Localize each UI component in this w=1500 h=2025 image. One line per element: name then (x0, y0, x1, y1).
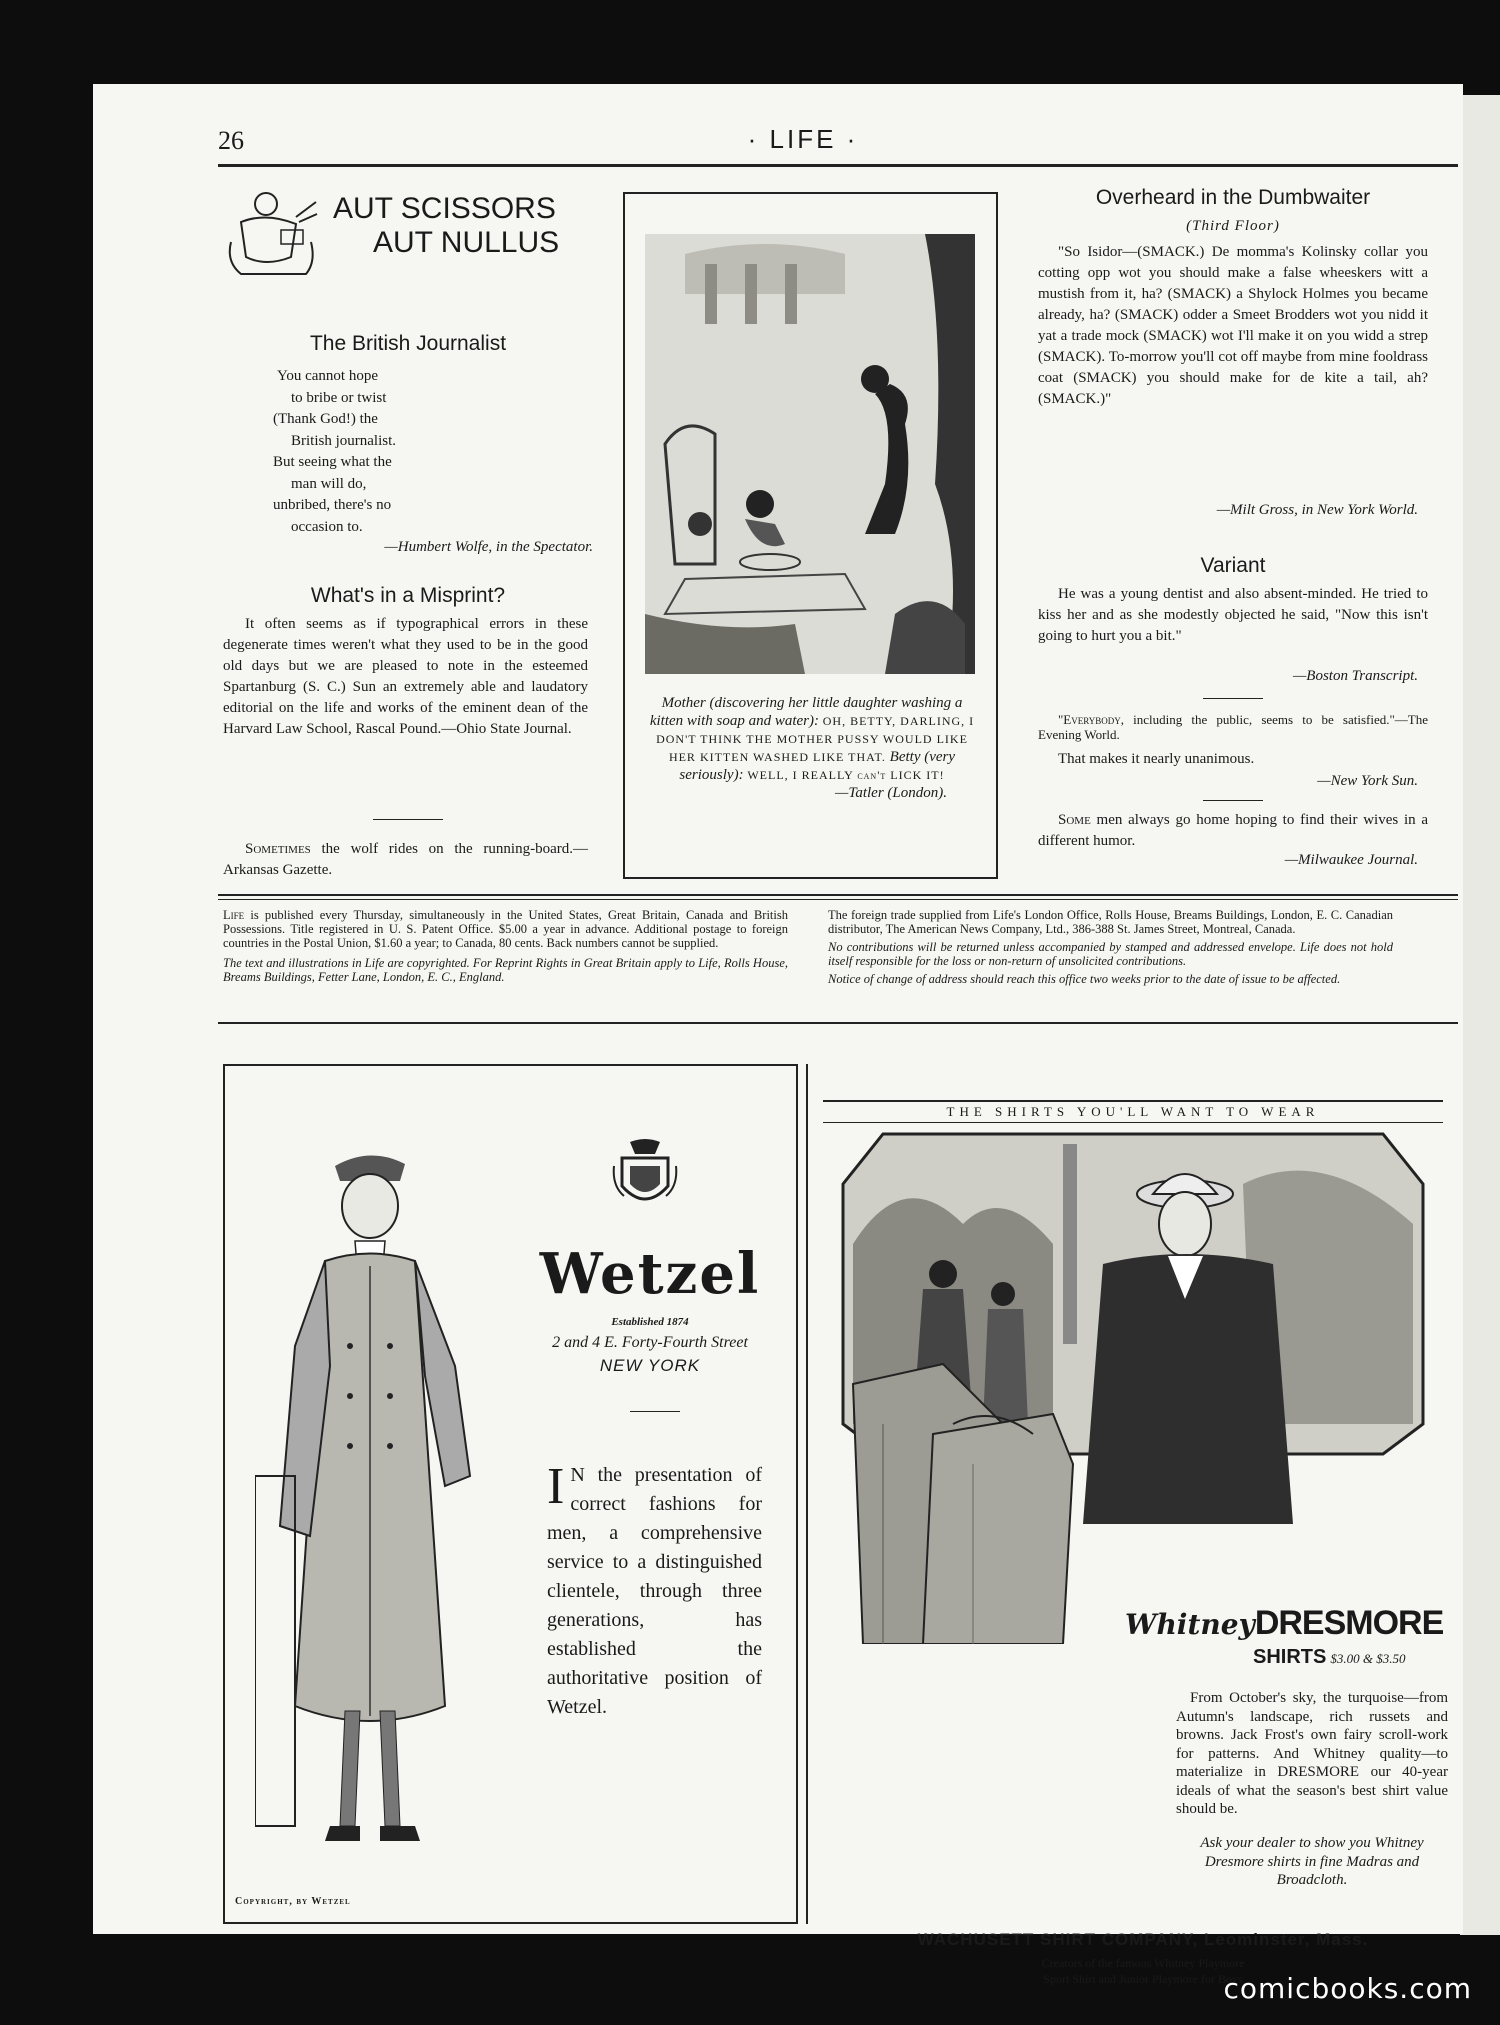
british-journalist-heading: The British Journalist (309, 332, 507, 355)
misprint-body: It often seems as if typographical errors in these degenerate times weren't what they used to be in the good old days but we are pleased to note in the esteemed Spartanburg (S. C.) Sun an extremely able and laudatory editorial on the life and works of the eminent dean of the Harvard Law School, Rascal Pound.—Ohio State Journal. (223, 616, 588, 737)
poem-line: to bribe or twist (291, 389, 387, 406)
wetzel-copyright: Copyright, by Wetzel (235, 1896, 351, 1907)
column-logo-line-1: AUT SCISSORS (333, 192, 556, 225)
whitney-illustration (823, 1124, 1443, 1644)
divider (630, 1411, 680, 1412)
some-men-item (1038, 810, 1428, 852)
ad-separator (806, 1064, 808, 1924)
cartoon-credit: —Tatler (London). (835, 785, 947, 801)
masthead-rule-bottom (218, 1022, 1458, 1024)
whitney-shirts: SHIRTS (1253, 1646, 1327, 1668)
watermark: comicbooks.com (1223, 1972, 1472, 2005)
whitney-footer-2: Sport Shirt and Junior Playmore for Boys (1043, 1972, 1243, 1986)
wetzel-address: 2 and 4 E. Forty-Fourth Street (552, 1334, 748, 1351)
poem-line: (Thank God!) the (273, 411, 378, 427)
wetzel-copy-text: N the presentation of correct fashions for men, a comprehensive service to a distinguished clientele, through three generations, has established the authoritative position of Wetzel. (547, 1464, 762, 1718)
masthead-publication-info (223, 908, 788, 950)
whitney-brand-script: Whitney (1125, 1608, 1255, 1641)
masthead-left (223, 908, 788, 984)
cartoon-caption-intro: Mother (discovering her little daughter washing a kitten with soap and water): (649, 695, 963, 729)
masthead-rule-top (218, 894, 1458, 896)
whitney-copy: From October's sky, the turquoise—from Autumn's landscape, rich russets and browns. Jack Frost's own fairy scroll-work for patterns. And Whitney quality—to materialize in DRESMORE our 40-year ideals of what the season's best shirt value should be. (1176, 1690, 1448, 1817)
some-men-body: men always go home hoping to find their wives in a different humor. (1038, 812, 1428, 849)
divider (373, 819, 443, 820)
everybody-credit: —New York Sun. (1317, 773, 1418, 789)
whitney-logo (1125, 1604, 1445, 1643)
poem-line: But seeing what the (273, 454, 392, 470)
wetzel-city: NEW YORK (599, 1356, 701, 1375)
banner-rule-top (823, 1100, 1443, 1102)
cartoon-illustration (645, 234, 975, 674)
masthead-copyright-info: The text and illustrations in Life are copyrighted. For Reprint Rights in Great Britain apply to Life, Rolls House, Breams Buildings, Fetter Lane, London, E. C., England. (223, 956, 788, 984)
banner-rule-bottom (823, 1122, 1443, 1123)
wolf-lead: Sometimes (245, 841, 311, 857)
poem-line: British journalist. (291, 432, 396, 449)
whitney-ad (813, 1064, 1453, 1986)
variant-heading: Variant (1200, 554, 1266, 577)
poem-line: occasion to. (291, 518, 363, 535)
cartoon-caption (647, 694, 977, 802)
variant-body: He was a young dentist and also absent-minded. He tried to kiss her and as she modestly objected he said, "Now this isn't going to hurt you a bit." (1038, 586, 1428, 644)
whitney-price: $3.00 & $3.50 (1330, 1651, 1406, 1666)
facing-page-edge (1460, 95, 1500, 1935)
british-journalist-poem (273, 366, 573, 538)
column-logo-line-2: AUT NULLUS (373, 226, 560, 259)
column-logo-title (333, 192, 559, 260)
cartoon-caption-betty-reply: WELL, I REALLY can't LICK IT! (747, 768, 945, 782)
masthead-address-info: Notice of change of address should reach this office two weeks prior to the date of issue to be affected. (828, 972, 1341, 986)
wetzel-crest-icon (610, 1136, 680, 1216)
wetzel-copy (547, 1458, 762, 1722)
some-men-credit: —Milwaukee Journal. (1284, 852, 1418, 868)
masthead-trade-info: The foreign trade supplied from Life's London Office, Rolls House, Breams Buildings, London, E. C. Canadian distributor, The American News Company, Ltd., 386-388 St. James Street, Montreal, Canada. (828, 908, 1393, 936)
misprint-heading: What's in a Misprint? (310, 584, 506, 607)
everybody-body: including the public, seems to be satisfied."—The Evening World. (1038, 712, 1428, 742)
wetzel-established: Established 1874 (611, 1316, 689, 1328)
cartoon-caption-mother: OH, BETTY, DARLING, I DON'T THINK THE MOTHER PUSSY WOULD LIKE HER KITTEN WASHED LIKE THAT. (656, 714, 975, 764)
dumbwaiter-heading: Overheard in the Dumbwaiter (1095, 186, 1371, 209)
whitney-footer-1: Creators of the famous Whitney Playmore (1041, 1956, 1245, 1970)
masthead-contributions-info: No contributions will be returned unless accompanied by stamped and addressed envelope. Life does not hold itself responsible for the loss or non-return of unsolicited contributions. (828, 940, 1393, 968)
magazine-page (93, 84, 1463, 1986)
column-logo-illustration (221, 182, 321, 282)
cartoon-caption-betty: Betty (very seriously): (679, 749, 956, 783)
poem-line: unbribed, there's no (273, 497, 392, 513)
everybody-lead: "Everybody, (1058, 712, 1125, 727)
whitney-shirts-line (1253, 1646, 1453, 1669)
divider (1203, 800, 1263, 801)
poem-line: You cannot hope (277, 368, 378, 384)
page-number: 26 (218, 126, 244, 155)
whitney-company: WACHUSETT SHIRT COMPANY, Leominster, Mass. (917, 1930, 1369, 1949)
wolf-item (223, 839, 588, 881)
cartoon-frame (623, 192, 998, 879)
dumbwaiter-body: "So Isidor—(SMACK.) De momma's Kolinsky collar you cotting opp wot you should make a false wheeskers witt a mustish from it, ha? (SMACK) a Shylock Holmes you became already, ha? (SMACK) odder a Smeet Brodders wot you nidd it yat a trade mock (SMACK) wot I'll make it on you widd a strep (SMACK). To-morrow you'll cot off maybe from mine fooldrass coat (SMACK) you should make for de kite a tail, ah? (SMACK.)" (1038, 244, 1428, 407)
page-title: · LIFE · (747, 124, 859, 154)
header-rule (218, 164, 1458, 167)
masthead-rule-top-thin (218, 899, 1458, 900)
dumbwaiter-credit: —Milt Gross, in New York World. (1216, 502, 1418, 518)
whitney-brand: DRESMORE (1254, 1604, 1444, 1642)
masthead-publication-text: is published every Thursday, simultaneously in the United States, Great Britain, Canada and British Possessions. Title registered in U. S. Patent Office. $5.00 a year in advance. Additional postage to foreign countries in the Postal Union, $1.60 a year; to Canada, 80 cents. Back numbers cannot be supplied. (223, 908, 788, 950)
wolf-body: the wolf rides on the running-board.—Arkansas Gazette. (223, 841, 588, 878)
variant-credit: —Boston Transcript. (1292, 668, 1418, 684)
everybody-response: That makes it nearly unanimous. (1058, 751, 1255, 767)
british-journalist-credit: —Humbert Wolfe, in the Spectator. (384, 539, 593, 555)
wetzel-dropcap: I (547, 1458, 565, 1515)
dumbwaiter-subheading: (Third Floor) (1186, 218, 1280, 234)
whitney-ask: Ask your dealer to show you Whitney Dresmore shirts in fine Madras and Broadcloth. (1200, 1835, 1424, 1888)
divider (1203, 698, 1263, 699)
poem-line: man will do, (291, 475, 367, 492)
whitney-banner: THE SHIRTS YOU'LL WANT TO WEAR (946, 1104, 1320, 1119)
masthead-life: Life (223, 908, 245, 922)
everybody-item (1038, 712, 1428, 742)
wetzel-ad (223, 1064, 798, 1924)
some-men-lead: Some (1058, 812, 1091, 828)
wetzel-brand: Wetzel (539, 1241, 761, 1307)
wetzel-illustration (255, 1146, 495, 1866)
masthead-right (828, 908, 1393, 986)
